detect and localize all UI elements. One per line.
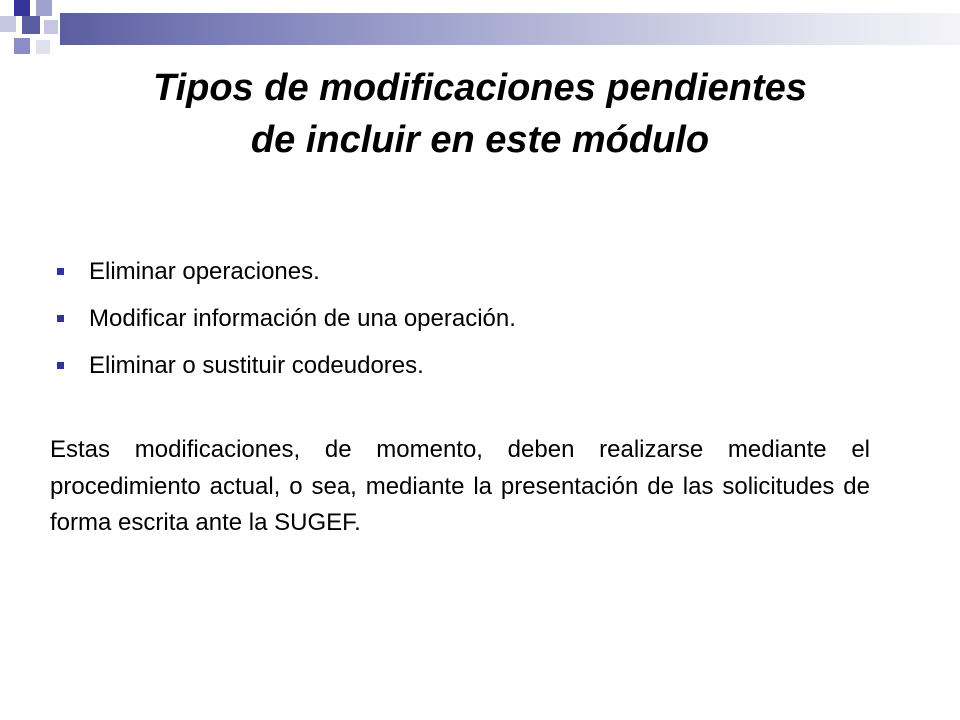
header-gradient-bar	[60, 13, 960, 45]
body-paragraph: Estas modificaciones, de momento, deben realizarse mediante el procedimiento actual, o sea, mediante la presentación de las solicitudes de forma escrita ante la SUGEF.	[50, 436, 870, 536]
bullet-item	[50, 295, 870, 342]
bullet-text: Modificar información de una operación.	[89, 304, 516, 332]
title-line-2: de incluir en este módulo	[250, 119, 710, 161]
bullet-item	[50, 248, 870, 295]
square-bullet-icon	[57, 315, 64, 322]
bullet-item	[50, 342, 870, 389]
bullet-list	[50, 248, 870, 389]
title-line-1: Tipos de modificaciones pendientes	[153, 67, 807, 109]
decor-square	[0, 16, 16, 32]
decor-square	[14, 0, 30, 16]
square-bullet-icon	[57, 268, 64, 275]
decor-square	[36, 0, 52, 16]
slide-title	[40, 62, 920, 166]
bullet-text: Eliminar o sustituir codeudores.	[89, 351, 424, 379]
decor-square	[22, 16, 40, 34]
bullet-text: Eliminar operaciones.	[89, 257, 320, 285]
decor-square	[36, 40, 50, 54]
decor-square	[14, 38, 30, 54]
decor-square	[44, 20, 58, 34]
square-bullet-icon	[57, 362, 64, 369]
